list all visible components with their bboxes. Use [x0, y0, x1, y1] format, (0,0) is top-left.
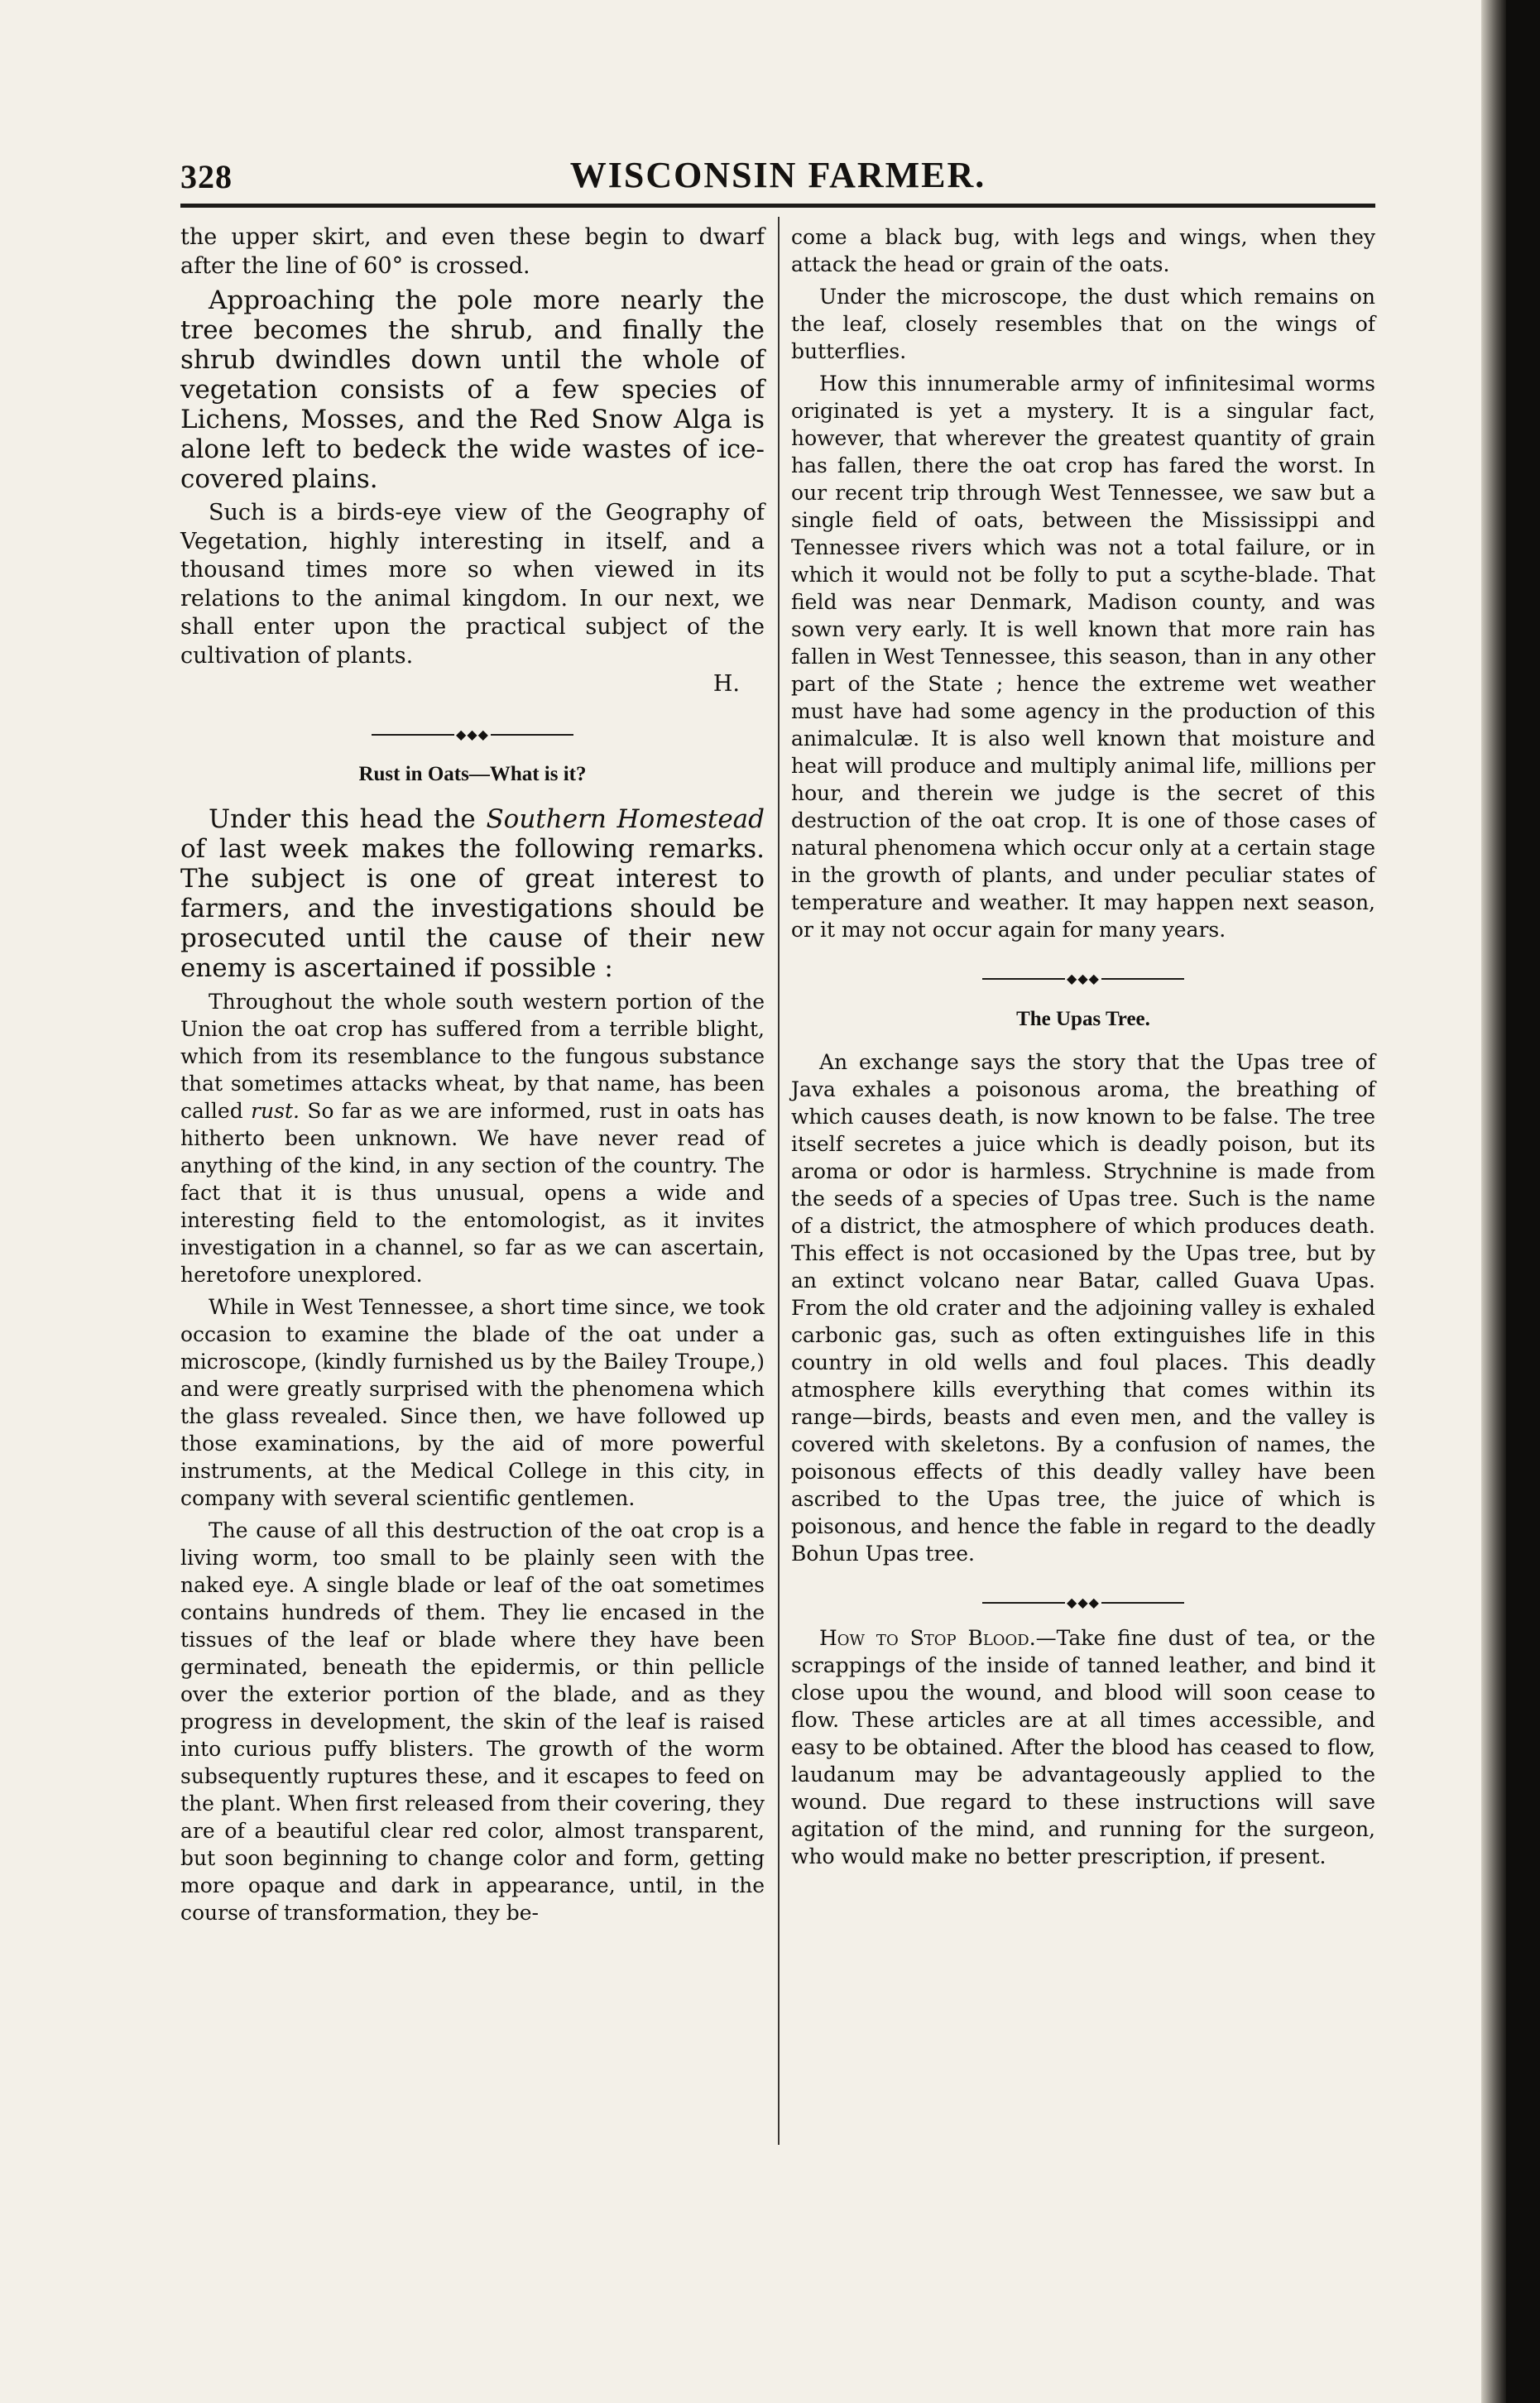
text-run: Throughout the whole south western portion of the Union the oat crop has suffered from a terrible blight, which from its resemblance to the fungous substance that sometimes attacks wheat, by that name, has been called [180, 989, 765, 1123]
text-run: of last week makes the following remarks. The subject is one of great interest to farmers, and the investigations should be prosecuted until the cause of their new enemy is ascertained if possible : [180, 833, 765, 983]
article-heading: Rust in Oats—What is it? [358, 763, 587, 785]
paragraph: Approaching the pole more nearly the tree becomes the shrub, and finally the shrub dwindles down until the whole of vegetation consists of a few species of Lichens, Mosses, and the Red Snow Alga is alone left to bedeck the wide wastes of ice-covered plains. [180, 285, 765, 494]
section-ornament [791, 1589, 1375, 1618]
text-run: —Take fine dust of tea, or the scrappings of the inside of tanned leather, and bind it close upou the wound, and blood will soon cease to flow. These articles are at all times accessible, and easy to be obtained. After the blood has ceased to flow, laudanum may be advantageously applied to the wound. Due regard to these instructions will save agitation of the mind, and running for the surgeon, who would make no better prescription, if present. [791, 1625, 1375, 1868]
diamond-ornament-icon: ◆◆◆ [1067, 971, 1100, 986]
italic-term: rust. [251, 1098, 300, 1123]
item-lead: How to Stop Blood. [819, 1625, 1036, 1650]
text-run: So far as we are informed, rust in oats has hitherto been unknown. We have never read of anything of the kind, in any section of the country. The fact that it is thus unusual, opens a wide and interesting field to the entomologist, as it invites investigation in a channel, so far as we can ascertain, heretofore unexplored. [180, 1098, 765, 1287]
header-rule [180, 204, 1375, 208]
paragraph: How this innumerable army of infinitesimal worms originated is yet a mystery. It is a singular fact, however, that wherever the greatest quantity of grain has fallen, there the oat crop has fared the worst. In our recent trip through West Tennessee, we saw but a single field of oats, between the Mississippi and Tennessee rivers which was not a total failure, or in which it would not be folly to put a scythe-blade. That field was near Denmark, Madison county, and was sown very early. It is well known that more rain has fallen in West Tennessee, this season, than in any other part of the State ; hence the extreme wet weather must have had some agency in the production of this animalculæ. It is also well known that moisture and heat will produce and multiply animal life, millions per hour, and therein we judge is the secret of this destruction of the oat crop. It is one of those cases of natural phenomena which occur only at a certain stage in the growth of plants, and under peculiar states of temperature and weather. It may happen next season, or it may not occur again for many years. [791, 372, 1375, 942]
paragraph [180, 804, 765, 983]
author-signature: H. [712, 671, 740, 697]
ornament-line [982, 1602, 1065, 1604]
paragraph [791, 1624, 1375, 1870]
diamond-ornament-icon: ◆◆◆ [456, 726, 489, 742]
page-number: 328 [180, 158, 233, 195]
paragraph: While in West Tennessee, a short time since, we took occasion to examine the blade of the oat under a microscope, (kindly furnished us by the Bailey Troupe,) and were greatly surprised with the phenomena which the glass revealed. Since then, we have followed up those examinations, by the aid of more powerful instruments, at the Medical College in this city, in company with several scientific gentlemen. [180, 1294, 765, 1510]
diamond-ornament-icon: ◆◆◆ [1067, 1595, 1100, 1610]
ornament-line [1101, 1602, 1184, 1604]
ornament-line [1101, 978, 1184, 980]
column-divider [778, 217, 780, 2145]
running-head: WISCONSIN FARMER. [569, 155, 986, 195]
ornament-line [372, 734, 454, 736]
section-ornament [180, 721, 765, 750]
paragraph: The cause of all this destruction of the oat crop is a living worm, too small to be plainly seen with the naked eye. A single blade or leaf of the oat sometimes contains hundreds of them. They lie encased in the tissues of the leaf or blade where they have been germinated, beneath the epidermis, or thin pellicle over the exterior portion of the blade, and as they progress in development, the skin of the leaf is raised into curious puffy blisters. The growth of the worm subsequently ruptures these, and it escapes to feed on the plant. When first released from their covering, they are of a beautiful clear red color, almost transparent, but soon beginning to change color and form, getting more opaque and dark in appearance, until, in the course of transformation, they be- [180, 1518, 765, 1925]
binding-edge [1506, 0, 1540, 2403]
paragraph: An exchange says the story that the Upas tree of Java exhales a poisonous aroma, the breathing of which causes death, is now known to be false. The tree itself secretes a juice which is deadly poison, but its aroma or odor is harmless. Strychnine is made from the seeds of a species of Upas tree. Such is the name of a district, the atmosphere of which produces death. This effect is not occasioned by the Upas tree, but by an extinct volcano near Batar, called Guava Upas. From the old crater and the adjoining valley is exhaled carbonic gas, such as often extinguishes life in this country in old wells and foul places. This deadly atmosphere kills everything that comes within its range—birds, beasts and even men, and the valley is covered with skeletons. By a confusion of names, the poisonous effects of this deadly valley have been ascribed to the Upas tree, the juice of which is poisonous, and hence the fable in regard to the deadly Bohun Upas tree. [791, 1050, 1375, 1566]
article-heading: The Upas Tree. [1016, 1007, 1150, 1030]
right-column [791, 223, 1375, 1870]
left-column [180, 223, 765, 1926]
section-ornament [791, 965, 1375, 994]
publication-title: Southern Homestead [486, 803, 765, 834]
paragraph-text: Such is a birds-eye view of the Geography of Vegetation, highly interesting in itself, and a thousand times more so when viewed in its relations to the animal kingdom. In our next, we shall enter upon the practical subject of the cultivation of plants. [180, 500, 765, 669]
paragraph: come a black bug, with legs and wings, when they attack the head or grain of the oats. [791, 225, 1375, 276]
paragraph [180, 499, 765, 670]
paragraph: Under the microscope, the dust which remains on the leaf, closely resembles that on the wings of butterflies. [791, 285, 1375, 363]
paragraph: the upper skirt, and even these begin to dwarf after the line of 60° is crossed. [180, 224, 765, 279]
ornament-line [491, 734, 573, 736]
paragraph [180, 988, 765, 1288]
ornament-line [982, 978, 1065, 980]
page-header [180, 149, 1375, 199]
text-run: Under this head the [209, 803, 487, 834]
binding-shadow [1481, 0, 1506, 2403]
